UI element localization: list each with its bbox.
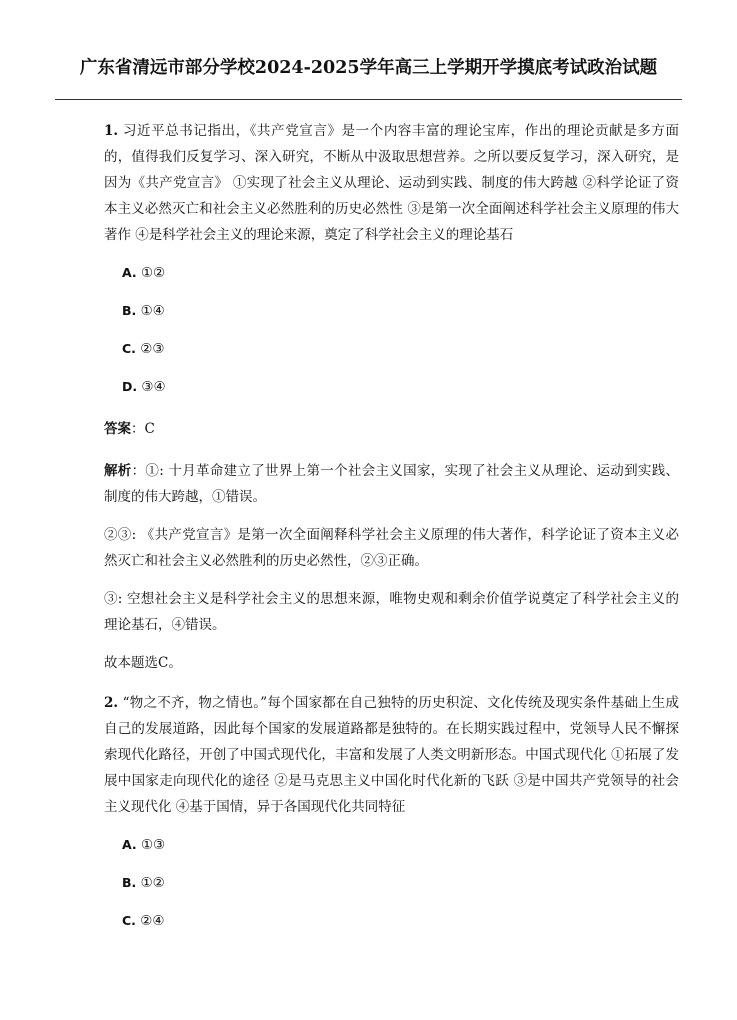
- question-2-option-a: [122, 836, 679, 854]
- answer-label: 答案: [104, 421, 131, 437]
- option-letter: B.: [122, 875, 137, 890]
- question-2-option-b: [122, 874, 679, 892]
- question-1-text: 习近平总书记指出，《共产党宣言》是一个内容丰富的理论宝库，作出的理论贡献是多方面的，值得我们反复学习、深入研究，不断从中汲取思想营养。之所以要反复学习，深入研究，是因为《共产党宣言》 ①实现了社会主义从理论、运动到实践、制度的伟大跨越 ②科学论证了资本主义必然灭亡和社会主义必然胜利的历史必然性 ③是第一次全面阐述科学社会主义原理的伟大著作 ④是科学社会主义的理论来源，奠定了科学社会主义的理论基石: [104, 123, 679, 243]
- analysis-text: ：①: 十月革命建立了世界上第一个社会主义国家，实现了社会主义从理论、运动到实践、制度的伟大跨越，①错误。: [104, 463, 680, 505]
- analysis-label: 解析: [104, 463, 132, 479]
- option-letter: A.: [122, 265, 137, 280]
- question-1-option-a: [122, 264, 679, 282]
- option-text: ③④: [137, 379, 166, 395]
- option-text: ②③: [135, 341, 165, 357]
- document-title: 广东省清远市部分学校2024-2025学年高三上学期开学摸底考试政治试题: [79, 58, 658, 78]
- question-2-options: [104, 836, 679, 930]
- question-1-options: [104, 264, 679, 396]
- question-1-conclusion: 故本题选C。: [104, 655, 182, 671]
- question-1-analysis-1: [104, 458, 679, 510]
- question-1-option-d: [122, 378, 679, 396]
- option-text: ②④: [135, 913, 165, 929]
- question-2-stem: [104, 690, 679, 820]
- question-2-number: 2.: [104, 695, 119, 711]
- question-1-analysis-3: ③: 空想社会主义是科学社会主义的思想来源，唯物史观和剩余价值学说奠定了科学社会主义的理论基石，④错误。: [104, 591, 679, 633]
- option-letter: A.: [122, 837, 137, 852]
- question-1-stem: [104, 118, 679, 248]
- document-content: [104, 118, 679, 950]
- option-text: ①④: [136, 303, 165, 319]
- option-letter: C.: [122, 341, 136, 356]
- answer-value: ：C: [131, 421, 155, 437]
- question-1-number: 1.: [104, 123, 119, 139]
- question-2-text: “物之不齐，物之情也。”每个国家都在自己独特的历史积淀、文化传统及现实条件基础上生成自己的发展道路，因此每个国家的发展道路都是独特的。在长期实践过程中，党领导人民不懈探索现代化路径，开创了中国式现代化，丰富和发展了人类文明新形态。中国式现代化 ①拓展了发展中国家走向现代化的途径 ②是马克思主义中国化时代化新的飞跃 ③是中国共产党领导的社会主义现代化 ④基于国情，异于各国现代化共同特征: [104, 695, 679, 815]
- option-text: ①②: [136, 265, 166, 281]
- option-letter: B.: [122, 303, 137, 318]
- question-1-answer: [104, 416, 679, 442]
- question-1-option-c: [122, 340, 679, 358]
- question-1-analysis-2: ②③: 《共产党宣言》是第一次全面阐释科学社会主义原理的伟大著作，科学论证了资本主义必然灭亡和社会主义必然胜利的历史必然性，②③正确。: [104, 527, 679, 569]
- option-letter: C.: [122, 913, 136, 928]
- question-2-option-c: [122, 912, 679, 930]
- title-divider: [55, 99, 682, 100]
- option-text: ①③: [136, 837, 166, 853]
- question-1-option-b: [122, 302, 679, 320]
- option-text: ①②: [136, 875, 165, 891]
- option-letter: D.: [122, 379, 138, 394]
